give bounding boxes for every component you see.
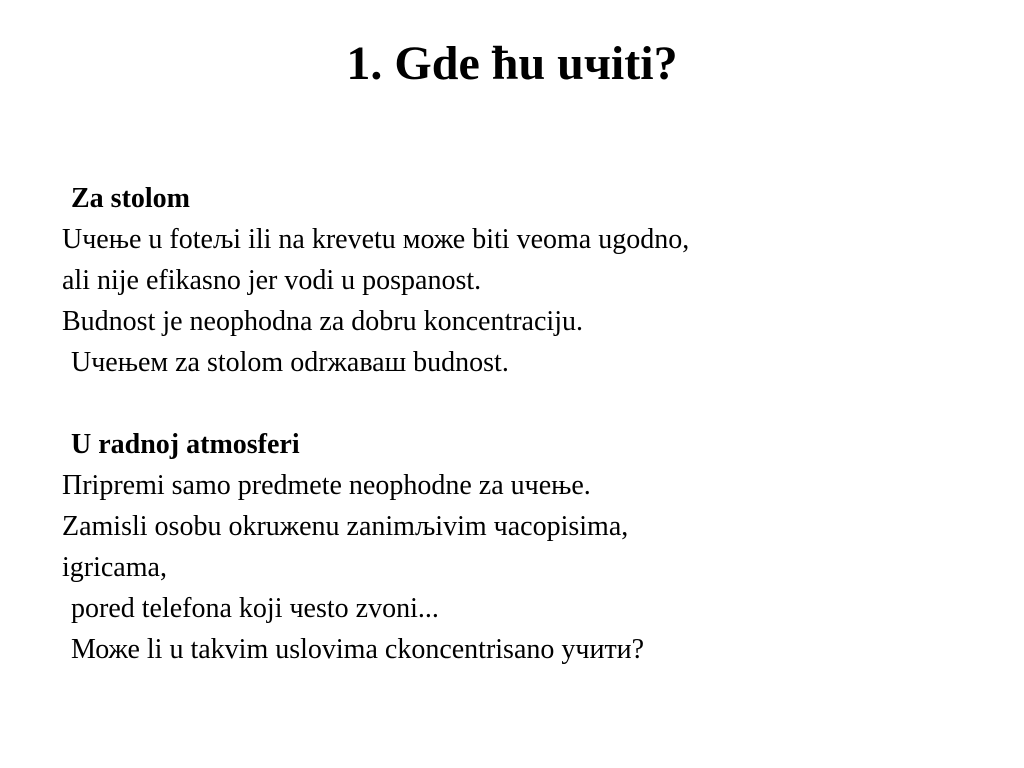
body-line: Budnost je neophodna za dobru koncentraciju. — [62, 306, 583, 337]
section-heading-u-radnoj-atmosferi: U radnoj atmosferi — [71, 429, 300, 460]
body-line: Uчење u foteљi ili na krevetu може biti veoma ugodno, — [62, 224, 690, 255]
body-line: pored telefona koji чesto zvoni... — [71, 593, 439, 624]
body-line: Може li u takvim uslovima сkoncentrisano учити? — [71, 634, 645, 665]
body-line: Zamisli osobu okruжenu zanimљivim часоpisima, — [62, 511, 629, 542]
slide-body — [62, 178, 962, 670]
slide-title: 1. Gde ћu uчiti? — [346, 37, 678, 90]
body-line: ali nije efikasno jer vodi u pospanost. — [62, 265, 482, 296]
body-line: Пripremi samo predmete neophodne za uчење. — [62, 470, 591, 501]
section-heading-za-stolom: Za stolom — [71, 183, 190, 214]
section-spacer — [62, 383, 962, 424]
body-line: igricama, — [62, 552, 167, 583]
body-line: Uчењем za stolom odrжаваш budnost. — [71, 347, 509, 378]
